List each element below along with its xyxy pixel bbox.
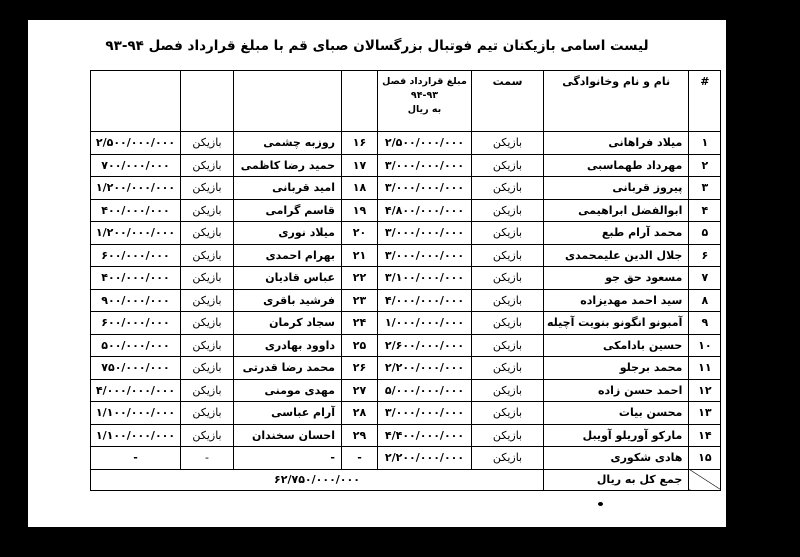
table-row xyxy=(91,154,721,177)
player-position: بازیکن xyxy=(181,244,234,267)
header-empty-3 xyxy=(181,71,234,132)
player-name: میلاد فراهانی xyxy=(544,132,689,155)
contract-amount: ۳/۰۰۰/۰۰۰/۰۰۰ xyxy=(378,402,472,425)
table-row xyxy=(91,244,721,267)
player-position: بازیکن xyxy=(472,199,544,222)
player-position: بازیکن xyxy=(472,334,544,357)
table-row xyxy=(91,267,721,290)
total-diagonal-cell xyxy=(689,469,721,490)
player-position: بازیکن xyxy=(181,312,234,335)
player-name: هادی شکوری xyxy=(544,447,689,470)
player-position: بازیکن xyxy=(472,312,544,335)
header-name: نام و نام وخانوادگی xyxy=(544,71,689,132)
row-number: ۲۱ xyxy=(342,244,378,267)
header-contract-fee xyxy=(378,71,472,132)
header-fee-line2: ۹۴-۹۳ xyxy=(410,90,439,101)
players-table xyxy=(90,70,721,491)
contract-amount: ۳/۰۰۰/۰۰۰/۰۰۰ xyxy=(378,177,472,200)
player-position: بازیکن xyxy=(472,177,544,200)
player-position: بازیکن xyxy=(472,289,544,312)
row-number: ۲۲ xyxy=(342,267,378,290)
contract-amount: ۲/۲۰۰/۰۰۰/۰۰۰ xyxy=(378,357,472,380)
player-name: محسن بیات xyxy=(544,402,689,425)
player-name: محمد رضا قدرتی xyxy=(234,357,342,380)
contract-amount: ۵۰۰/۰۰۰/۰۰۰ xyxy=(91,334,181,357)
contract-amount: ۱/۰۰۰/۰۰۰/۰۰۰ xyxy=(378,312,472,335)
row-number: ۲۷ xyxy=(342,379,378,402)
row-number: ۱۱ xyxy=(689,357,721,380)
contract-amount: ۷۵۰/۰۰۰/۰۰۰ xyxy=(91,357,181,380)
contract-amount: ۴/۴۰۰/۰۰۰/۰۰۰ xyxy=(378,424,472,447)
player-name: - xyxy=(234,447,342,470)
player-position: بازیکن xyxy=(181,379,234,402)
player-name: سید احمد مهدیزاده xyxy=(544,289,689,312)
player-name: احسان سخندان xyxy=(234,424,342,447)
player-position: بازیکن xyxy=(181,334,234,357)
row-number: ۱۴ xyxy=(689,424,721,447)
player-position: بازیکن xyxy=(181,132,234,155)
contract-amount: ۴/۰۰۰/۰۰۰/۰۰۰ xyxy=(91,379,181,402)
player-position: بازیکن xyxy=(181,222,234,245)
player-name: آمبونو انگونو بنویت آچیله xyxy=(544,312,689,335)
header-number: # xyxy=(689,71,721,132)
player-name: حمید رضا کاظمی xyxy=(234,154,342,177)
header-fee-line3: به ریال xyxy=(407,104,442,115)
player-name: مهرداد طهماسبی xyxy=(544,154,689,177)
player-position: بازیکن xyxy=(181,199,234,222)
row-number: ۱۶ xyxy=(342,132,378,155)
player-position: بازیکن xyxy=(472,402,544,425)
table-row xyxy=(91,334,721,357)
contract-amount: ۹۰۰/۰۰۰/۰۰۰ xyxy=(91,289,181,312)
player-name: جلال الدین علیمحمدی xyxy=(544,244,689,267)
player-position: بازیکن xyxy=(472,154,544,177)
contract-amount: ۲/۶۰۰/۰۰۰/۰۰۰ xyxy=(378,334,472,357)
row-number: ۲۴ xyxy=(342,312,378,335)
row-number: ۲۰ xyxy=(342,222,378,245)
header-empty-1 xyxy=(342,71,378,132)
table-row xyxy=(91,132,721,155)
contract-amount: ۲/۲۰۰/۰۰۰/۰۰۰ xyxy=(378,447,472,470)
table-row xyxy=(91,357,721,380)
player-position: بازیکن xyxy=(181,357,234,380)
table-row xyxy=(91,379,721,402)
row-number: ۱۷ xyxy=(342,154,378,177)
player-position: بازیکن xyxy=(472,379,544,402)
player-position: بازیکن xyxy=(181,402,234,425)
row-number: ۳ xyxy=(689,177,721,200)
row-number: ۲۸ xyxy=(342,402,378,425)
row-number: ۱۹ xyxy=(342,199,378,222)
total-row xyxy=(91,469,721,490)
player-position: بازیکن xyxy=(472,447,544,470)
table-row xyxy=(91,447,721,470)
player-name: مارکو آوریلو آویبل xyxy=(544,424,689,447)
contract-amount: ۱/۱۰۰/۰۰۰/۰۰۰ xyxy=(91,402,181,425)
header-empty-2 xyxy=(234,71,342,132)
contract-amount: ۳/۰۰۰/۰۰۰/۰۰۰ xyxy=(378,222,472,245)
player-name: مهدی مومنی xyxy=(234,379,342,402)
player-position: بازیکن xyxy=(181,154,234,177)
row-number: ۸ xyxy=(689,289,721,312)
contract-amount: ۲/۵۰۰/۰۰۰/۰۰۰ xyxy=(378,132,472,155)
player-name: سجاد کرمان xyxy=(234,312,342,335)
document-title: لیست اسامی بازیکنان تیم فوتبال بزرگسالان صبای قم با مبلغ قرارداد فصل ۹۴-۹۳ xyxy=(105,38,649,54)
contract-amount: ۴۰۰/۰۰۰/۰۰۰ xyxy=(91,199,181,222)
total-label: جمع کل به ریال xyxy=(544,469,689,490)
table-row xyxy=(91,312,721,335)
table-row xyxy=(91,177,721,200)
player-name: فرشید باقری xyxy=(234,289,342,312)
row-number: ۲۵ xyxy=(342,334,378,357)
contract-amount: ۵/۰۰۰/۰۰۰/۰۰۰ xyxy=(378,379,472,402)
contract-amount: ۲/۵۰۰/۰۰۰/۰۰۰ xyxy=(91,132,181,155)
player-name: بهرام احمدی xyxy=(234,244,342,267)
player-name: پیروز قربانی xyxy=(544,177,689,200)
player-name: محمد آرام طبع xyxy=(544,222,689,245)
player-position: - xyxy=(181,447,234,470)
player-position: بازیکن xyxy=(472,222,544,245)
player-name: ابوالفضل ابراهیمی xyxy=(544,199,689,222)
row-number: ۲۶ xyxy=(342,357,378,380)
row-number: ۱۰ xyxy=(689,334,721,357)
contract-amount: ۱/۲۰۰/۰۰۰/۰۰۰ xyxy=(91,222,181,245)
player-position: بازیکن xyxy=(181,177,234,200)
contract-amount: ۷۰۰/۰۰۰/۰۰۰ xyxy=(91,154,181,177)
player-position: بازیکن xyxy=(472,267,544,290)
player-position: بازیکن xyxy=(472,424,544,447)
total-value: ۶۲/۷۵۰/۰۰۰/۰۰۰ xyxy=(91,469,544,490)
player-name: آرام عباسی xyxy=(234,402,342,425)
table-row xyxy=(91,222,721,245)
header-empty-4 xyxy=(91,71,181,132)
row-number: ۵ xyxy=(689,222,721,245)
contract-amount: ۴۰۰/۰۰۰/۰۰۰ xyxy=(91,267,181,290)
contract-amount: ۱/۱۰۰/۰۰۰/۰۰۰ xyxy=(91,424,181,447)
row-number: ۲۹ xyxy=(342,424,378,447)
player-name: احمد حسن زاده xyxy=(544,379,689,402)
contract-amount: ۳/۰۰۰/۰۰۰/۰۰۰ xyxy=(378,154,472,177)
table-row xyxy=(91,424,721,447)
player-name: داوود بهادری xyxy=(234,334,342,357)
contract-amount: ۳/۰۰۰/۰۰۰/۰۰۰ xyxy=(378,244,472,267)
player-position: بازیکن xyxy=(472,132,544,155)
player-name: میلاد نوری xyxy=(234,222,342,245)
row-number: ۱۳ xyxy=(689,402,721,425)
contract-amount: ۱/۲۰۰/۰۰۰/۰۰۰ xyxy=(91,177,181,200)
row-number: ۲۳ xyxy=(342,289,378,312)
document-page xyxy=(28,20,726,527)
header-position: سمت xyxy=(472,71,544,132)
table-row xyxy=(91,402,721,425)
row-number: ۱۸ xyxy=(342,177,378,200)
row-number: ۹ xyxy=(689,312,721,335)
row-number: ۶ xyxy=(689,244,721,267)
player-name: روزبه چشمی xyxy=(234,132,342,155)
player-name: قاسم گرامی xyxy=(234,199,342,222)
table-header-row xyxy=(91,71,721,132)
contract-amount: ۳/۱۰۰/۰۰۰/۰۰۰ xyxy=(378,267,472,290)
player-position: بازیکن xyxy=(472,244,544,267)
row-number: - xyxy=(342,447,378,470)
row-number: ۷ xyxy=(689,267,721,290)
player-name: حسین بادامکی xyxy=(544,334,689,357)
player-name: عباس قادیان xyxy=(234,267,342,290)
table-row xyxy=(91,289,721,312)
contract-amount: ۶۰۰/۰۰۰/۰۰۰ xyxy=(91,312,181,335)
contract-amount: - xyxy=(91,447,181,470)
player-position: بازیکن xyxy=(181,424,234,447)
contract-amount: ۴/۸۰۰/۰۰۰/۰۰۰ xyxy=(378,199,472,222)
player-name: امید قربانی xyxy=(234,177,342,200)
contract-amount: ۶۰۰/۰۰۰/۰۰۰ xyxy=(91,244,181,267)
row-number: ۱۵ xyxy=(689,447,721,470)
player-name: محمد برجلو xyxy=(544,357,689,380)
player-position: بازیکن xyxy=(472,357,544,380)
row-number: ۴ xyxy=(689,199,721,222)
header-fee-line1: مبلغ قرارداد فصل xyxy=(382,76,467,87)
player-position: بازیکن xyxy=(181,289,234,312)
player-position: بازیکن xyxy=(181,267,234,290)
row-number: ۱۲ xyxy=(689,379,721,402)
ink-dot xyxy=(598,502,603,506)
player-name: مسعود حق جو xyxy=(544,267,689,290)
table-row xyxy=(91,199,721,222)
row-number: ۲ xyxy=(689,154,721,177)
row-number: ۱ xyxy=(689,132,721,155)
contract-amount: ۴/۰۰۰/۰۰۰/۰۰۰ xyxy=(378,289,472,312)
